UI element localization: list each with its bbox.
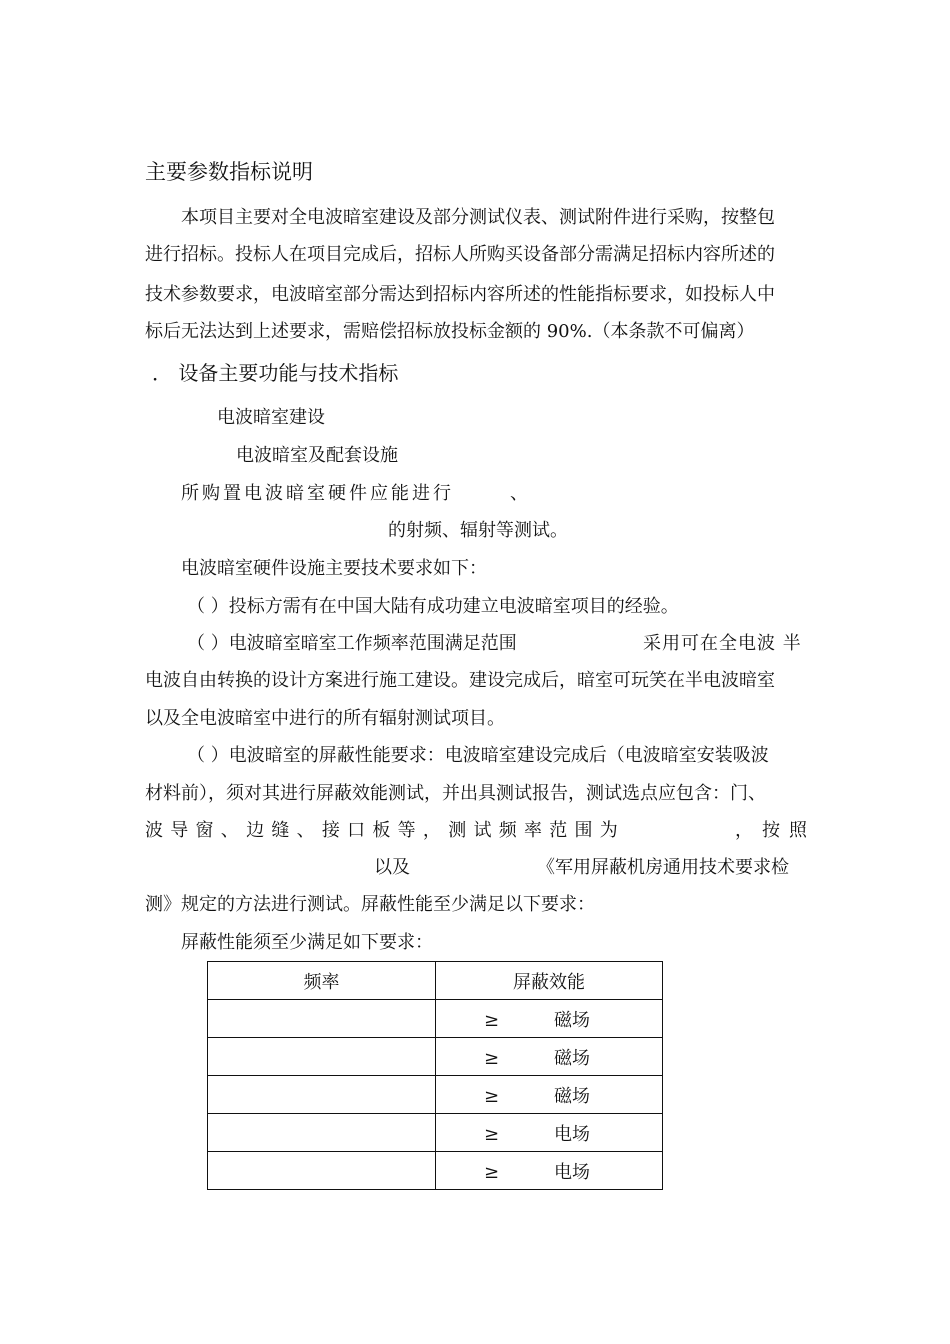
table-intro: 屏蔽性能须至少满足如下要求： [181, 932, 433, 953]
section-title: 主要参数指标说明 [145, 160, 313, 184]
table-row [208, 1114, 663, 1152]
requirement-item-2-a: （ ）电波暗室暗室工作频率范围满足范围 [187, 633, 517, 654]
shielding-table [207, 961, 663, 1190]
subheading-anechoic-construction: 电波暗室建设 [217, 407, 325, 428]
requirement-item-3-line-3: 波 导 窗 、 边 缝 、 接 口 板 等 ， 测 试 频 率 范 围 为 ， 按 照 [145, 820, 807, 841]
table-row [208, 1038, 663, 1076]
cell-shielding: ≥ 磁场 [436, 1038, 663, 1076]
cell-shielding: ≥ 磁场 [436, 1076, 663, 1114]
hardware-line-1-sep: 、 [510, 483, 528, 504]
cell-shielding: ≥ 电场 [436, 1114, 663, 1152]
header-frequency: 频率 [208, 962, 436, 1000]
cell-frequency [208, 1076, 436, 1114]
requirement-item-3-line-5: 测》规定的方法进行测试。屏蔽性能至少满足以下要求： [145, 894, 595, 915]
requirement-item-2-line-3: 以及全电波暗室中进行的所有辐射测试项目。 [145, 708, 505, 729]
intro-line-2: 进行招标。投标人在项目完成后，招标人所购买设备部分需满足招标内容所述的 [145, 244, 775, 265]
intro-line-3: 技术参数要求，电波暗室部分需达到招标内容所述的性能指标要求，如投标人中 [145, 284, 775, 305]
requirements-intro: 电波暗室硬件设施主要技术要求如下： [181, 558, 487, 579]
intro-line-1: 本项目主要对全电波暗室建设及部分测试仪表、测试附件进行采购，按整包 [181, 207, 775, 228]
requirement-item-3-line-2: 材料前），须对其进行屏蔽效能测试，并出具测试报告，测试选点应包含：门、 [145, 783, 766, 804]
requirement-item-3-line-4-a: 以及 [374, 857, 410, 878]
requirement-item-3-line-4-b: 《军用屏蔽机房通用技术要求检 [537, 857, 789, 878]
hardware-line-1: 所购置电波暗室硬件应能进行 [181, 483, 454, 504]
cell-frequency [208, 1152, 436, 1190]
subheading-anechoic-facilities: 电波暗室及配套设施 [236, 445, 398, 466]
table-row [208, 1076, 663, 1114]
cell-frequency [208, 1114, 436, 1152]
intro-line-4: 标后无法达到上述要求，需赔偿招标放投标金额的 90%.（本条款不可偏离） [145, 321, 755, 342]
equipment-heading: ． 设备主要功能与技术指标 [152, 361, 399, 385]
cell-frequency [208, 1000, 436, 1038]
requirement-item-2-line-2: 电波自由转换的设计方案进行施工建设。建设完成后，暗室可玩笑在半电波暗室 [145, 670, 775, 691]
table-row [208, 1152, 663, 1190]
requirement-item-3-line-1: （ ）电波暗室的屏蔽性能要求：电波暗室建设完成后（电波暗室安装吸波 [187, 745, 769, 766]
cell-shielding: ≥ 磁场 [436, 1000, 663, 1038]
hardware-line-2: 的射频、辐射等测试。 [388, 520, 568, 541]
cell-frequency [208, 1038, 436, 1076]
table-row [208, 1000, 663, 1038]
table-header-row [208, 962, 663, 1000]
requirement-item-1: （ ）投标方需有在中国大陆有成功建立电波暗室项目的经验。 [187, 596, 679, 617]
requirement-item-2-b: 采用可在全电波 半 [643, 633, 802, 654]
header-shielding-effectiveness: 屏蔽效能 [436, 962, 663, 1000]
cell-shielding: ≥ 电场 [436, 1152, 663, 1190]
